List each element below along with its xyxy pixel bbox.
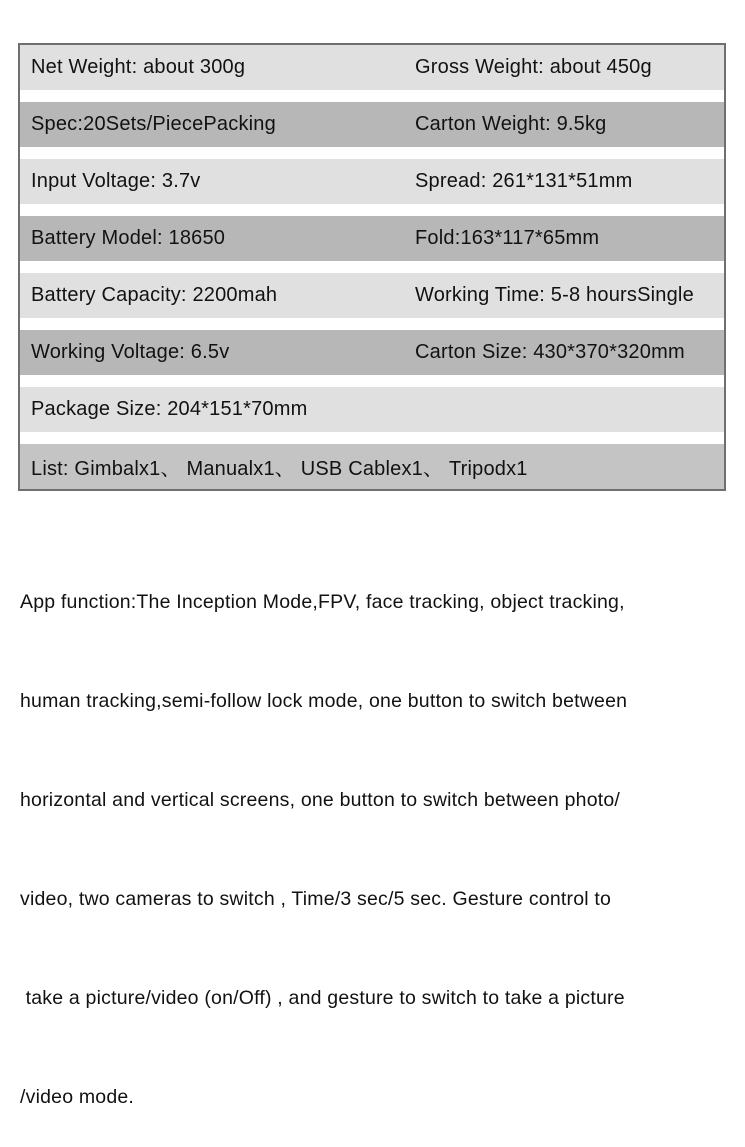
app-function-description bbox=[20, 520, 735, 1147]
table-row bbox=[20, 444, 724, 489]
spec-cell-left: Battery Model: 18650 bbox=[31, 227, 226, 249]
description-line: App function:The Inception Mode,FPV, face tracking, object tracking, bbox=[20, 591, 625, 613]
table-row bbox=[20, 273, 724, 318]
spec-cell-left: Working Voltage: 6.5v bbox=[31, 341, 230, 363]
spec-cell-right: Gross Weight: about 450g bbox=[415, 56, 652, 78]
table-row bbox=[20, 330, 724, 375]
description-line: video, two cameras to switch , Time/3 sec/5 sec. Gesture control to bbox=[20, 888, 612, 910]
spec-cell-left: Package Size: 204*151*70mm bbox=[31, 398, 308, 420]
table-row bbox=[20, 159, 724, 204]
spec-cell-left: Input Voltage: 3.7v bbox=[31, 170, 201, 192]
description-line: /video mode. bbox=[20, 1086, 135, 1108]
table-row bbox=[20, 387, 724, 432]
table-row bbox=[20, 45, 724, 90]
spec-table bbox=[18, 43, 726, 491]
spec-cell-right: Spread: 261*131*51mm bbox=[415, 170, 633, 192]
spec-cell-right: Working Time: 5-8 hoursSingle bbox=[415, 284, 694, 306]
spec-cell-left: Battery Capacity: 2200mah bbox=[31, 284, 278, 306]
spec-cell-left: Net Weight: about 300g bbox=[31, 56, 246, 78]
description-line: horizontal and vertical screens, one button to switch between photo/ bbox=[20, 789, 621, 811]
spec-cell-right: Carton Weight: 9.5kg bbox=[415, 113, 607, 135]
spec-cell-left: List: Gimbalx1、 Manualx1、 USB Cablex1、 Tripodx1 bbox=[31, 458, 528, 480]
spec-cell-right: Fold:163*117*65mm bbox=[415, 227, 600, 249]
description-line: take a picture/video (on/Off) , and gesture to switch to take a picture bbox=[20, 987, 625, 1009]
spec-cell-left: Spec:20Sets/PiecePacking bbox=[31, 113, 276, 135]
table-row bbox=[20, 216, 724, 261]
description-line: human tracking,semi-follow lock mode, one button to switch between bbox=[20, 690, 628, 712]
spec-cell-right: Carton Size: 430*370*320mm bbox=[415, 341, 685, 363]
table-row bbox=[20, 102, 724, 147]
